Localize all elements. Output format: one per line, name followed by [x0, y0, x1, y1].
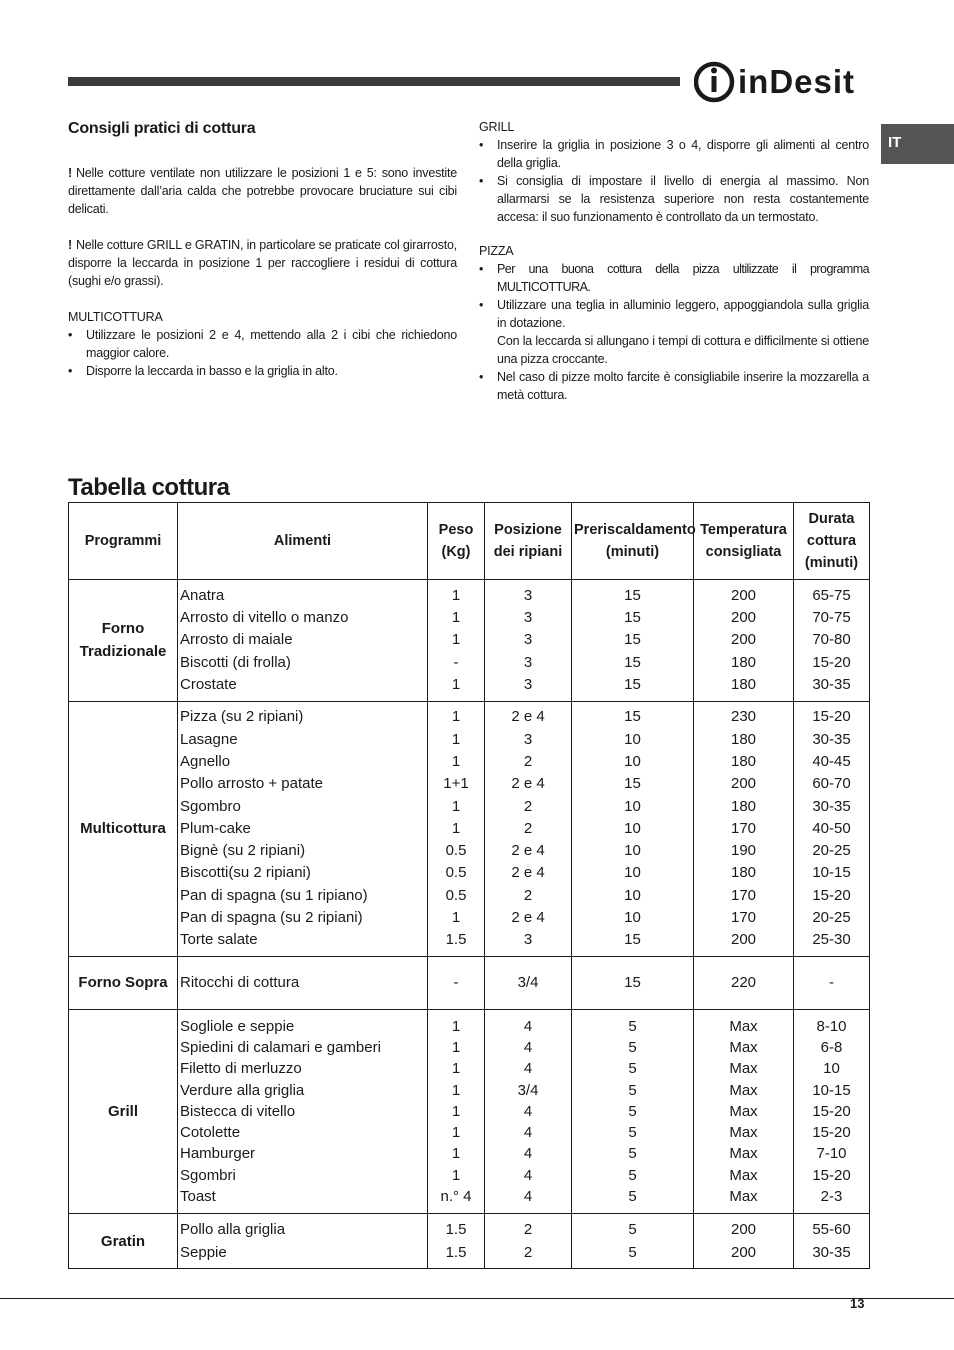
tips-right-column	[479, 118, 869, 404]
header-preriscaldamento: Preriscaldamento (minuti)	[572, 503, 694, 580]
program-cell: Multicottura	[69, 702, 178, 957]
food-item: Torte salate	[180, 931, 258, 949]
header-peso: Peso (Kg)	[428, 503, 485, 580]
header-temperatura: Temperatura consigliata	[694, 503, 794, 580]
table-header-row	[69, 503, 870, 580]
table-row	[69, 1214, 870, 1269]
food-item: Ritocchi di cottura	[180, 973, 300, 991]
brand-logo	[694, 58, 870, 106]
temperatura-cell: 200 200	[694, 1214, 794, 1269]
tips-title: Consigli pratici di cottura	[68, 120, 256, 137]
food-item: Arrosto di vitello o manzo	[180, 609, 349, 627]
preriscaldamento-cell: 15 15 15 15 15	[572, 580, 694, 702]
food-item: Bignè (su 2 ripiani)	[180, 842, 306, 860]
grill-title: GRILL	[479, 120, 515, 134]
foods-cell	[178, 1010, 428, 1214]
food-item: Pan di spagna (su 2 ripiani)	[180, 909, 363, 927]
list-item: • Disporre la leccarda in basso e la griglia in alto.	[68, 364, 338, 378]
food-item: Sogliole e seppie	[180, 1018, 295, 1036]
cooking-table	[68, 502, 870, 1269]
durata-cell: 8-10 6-8 10 10-15 15-20 15-20 7-10 15-20 2-3	[794, 1010, 870, 1214]
preriscaldamento-cell: 5 5	[572, 1214, 694, 1269]
food-item: Plum-cake	[180, 819, 251, 837]
temperatura-cell: 200 200 200 180 180	[694, 580, 794, 702]
durata-cell: -	[794, 957, 870, 1010]
food-item: Sgombri	[180, 1166, 236, 1184]
food-item: Pollo alla griglia	[180, 1221, 286, 1238]
program-cell: Grill	[69, 1010, 178, 1214]
header-posizione: Posizione dei ripiani	[485, 503, 572, 580]
food-item: Spiedini di calamari e gamberi	[180, 1039, 381, 1057]
food-item: Pollo arrosto + patate	[180, 775, 324, 793]
warning-mark: !	[68, 166, 72, 180]
temperatura-cell: 230 180 180 200 180 170 190 180 170 170 200	[694, 702, 794, 957]
program-cell: Forno Tradizionale	[69, 580, 178, 702]
list-item: • Si consiglia di impostare il livello di energia al massimo. Non allarmarsi se la resistenza superiore non resta costantemente accesa: il suo funzionamento è controllato da un termostato.	[479, 174, 869, 224]
peso-cell: 1.5 1.5	[428, 1214, 485, 1269]
header-programmi: Programmi	[69, 503, 178, 580]
table-title: Tabella cottura	[68, 474, 230, 501]
food-item: Pan di spagna (su 1 ripiano)	[180, 886, 368, 904]
food-item: Biscotti (di frolla)	[180, 653, 291, 671]
peso-cell: 1 1 1 1+1 1 1 0.5 0.5 0.5 1 1.5	[428, 702, 485, 957]
posizione-cell: 3 3 3 3 3	[485, 580, 572, 702]
foods-cell	[178, 580, 428, 702]
food-item: Crostate	[180, 675, 237, 693]
pizza-title: PIZZA	[479, 244, 514, 258]
durata-cell: 65-75 70-75 70-80 15-20 30-35	[794, 580, 870, 702]
tip-grill-gratin: ! Nelle cotture GRILL e GRATIN, in particolare se praticate col girarrosto, disporre la leccarda in posizione 1 per raccogliere i residui di cottura (sughi e/o grassi).	[68, 238, 457, 288]
durata-cell: 55-60 30-35	[794, 1214, 870, 1269]
warning-mark: !	[68, 238, 72, 252]
tips-left-column	[68, 118, 457, 380]
table-row	[69, 702, 870, 957]
preriscaldamento-cell: 5 5 5 5 5 5 5 5 5	[572, 1010, 694, 1214]
food-item: Biscotti(su 2 ripiani)	[180, 864, 311, 882]
list-item: • Utilizzare una teglia in alluminio leggero, appoggiandola sulla griglia in dotazione. Con la leccarda si allungano i tempi di cottura e difficilmente si ottiene una pizza croccante.	[479, 298, 869, 366]
grill-list	[479, 136, 869, 226]
temperatura-cell: Max Max Max Max Max Max Max Max Max	[694, 1010, 794, 1214]
food-item: Anatra	[180, 586, 225, 604]
list-item: • Nel caso di pizze molto farcite è consigliabile inserire la mozzarella a metà cottura.	[479, 370, 869, 402]
food-item: Seppie	[180, 1244, 227, 1261]
tip-ventilated: ! Nelle cotture ventilate non utilizzare le posizioni 1 e 5: sono investite direttamente dall’aria calda che potrebbe provocare bruciature sui cibi delicati.	[68, 166, 457, 216]
foods-cell	[178, 957, 428, 1010]
food-item: Lasagne	[180, 730, 238, 748]
preriscaldamento-cell: 15	[572, 957, 694, 1010]
list-item: • Per una buona cottura della pizza ultilizzate il programma MULTICOTTURA.	[479, 262, 869, 294]
footer-rule	[0, 1298, 954, 1299]
foods-cell	[178, 1214, 428, 1269]
multicottura-list	[68, 326, 457, 380]
list-item: • Inserire la griglia in posizione 3 o 4, disporre gli alimenti al centro della griglia.	[479, 138, 869, 170]
header-rule	[68, 77, 680, 86]
program-cell: Gratin	[69, 1214, 178, 1269]
food-item: Agnello	[180, 752, 231, 770]
durata-cell: 15-20 30-35 40-45 60-70 30-35 40-50 20-25 10-15 15-20 20-25 25-30	[794, 702, 870, 957]
food-item: Sgombro	[180, 797, 241, 815]
food-item: Verdure alla griglia	[180, 1081, 305, 1099]
preriscaldamento-cell: 15 10 10 15 10 10 10 10 10 10 15	[572, 702, 694, 957]
multicottura-title: MULTICOTTURA	[68, 310, 163, 324]
posizione-cell: 2 2	[485, 1214, 572, 1269]
temperatura-cell: 220	[694, 957, 794, 1010]
food-item: Bistecca di vitello	[180, 1102, 296, 1120]
header-durata: Durata cottura (minuti)	[794, 503, 870, 580]
food-item: Filetto di merluzzo	[180, 1060, 302, 1078]
table-row	[69, 580, 870, 702]
brand-logo-mark	[694, 58, 738, 106]
posizione-cell: 4 4 4 3/4 4 4 4 4 4	[485, 1010, 572, 1214]
table-row	[69, 1010, 870, 1214]
food-item: Pizza (su 2 ripiani)	[180, 708, 304, 726]
table-row	[69, 957, 870, 1010]
food-item: Arrosto di maiale	[180, 631, 293, 649]
posizione-cell: 2 e 4 3 2 2 e 4 2 2 2 e 4 2 e 4 2 2 e 4 3	[485, 702, 572, 957]
program-cell: Forno Sopra	[69, 957, 178, 1010]
page-number: 13	[850, 1296, 865, 1311]
peso-cell: -	[428, 957, 485, 1010]
list-item: • Utilizzare le posizioni 2 e 4, mettendo alla 2 i cibi che richiedono maggior calore.	[68, 328, 457, 360]
posizione-cell: 3/4	[485, 957, 572, 1010]
pizza-list	[479, 260, 869, 404]
peso-cell: 1 1 1 - 1	[428, 580, 485, 702]
peso-cell: 1 1 1 1 1 1 1 1 n.° 4	[428, 1010, 485, 1214]
language-tab: IT	[881, 124, 954, 164]
food-item: Toast	[180, 1187, 216, 1205]
header-alimenti: Alimenti	[178, 503, 428, 580]
foods-cell	[178, 702, 428, 957]
food-item: Cotolette	[180, 1124, 241, 1142]
food-item: Hamburger	[180, 1145, 256, 1163]
brand-logo-text: inDesit	[738, 63, 856, 100]
